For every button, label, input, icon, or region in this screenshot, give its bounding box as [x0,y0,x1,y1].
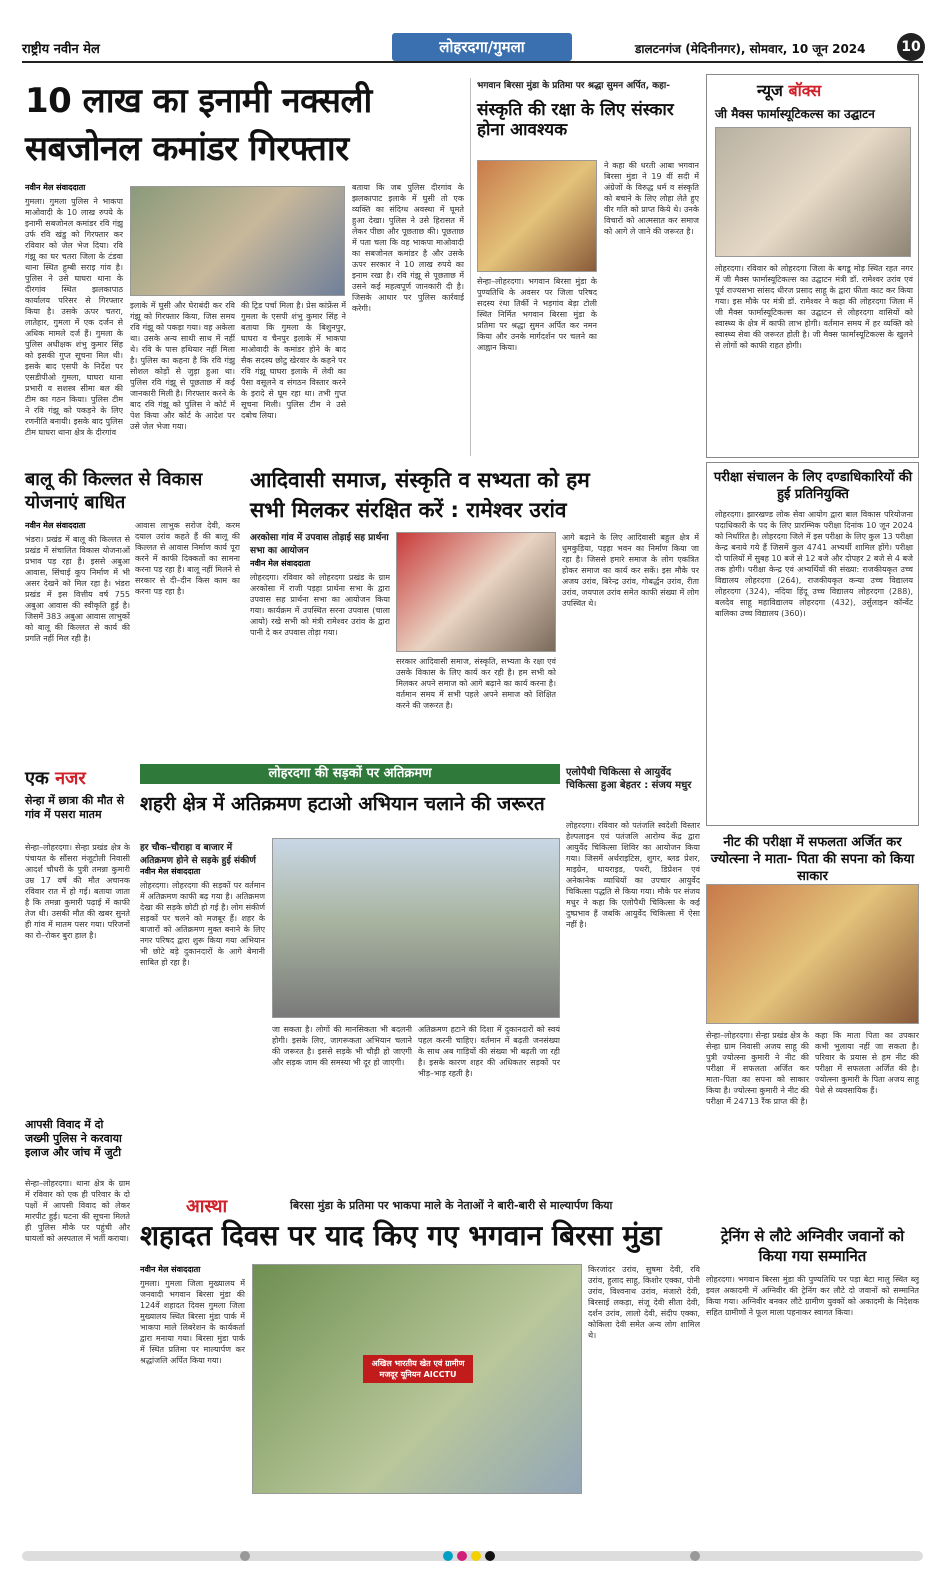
news-box-headline: जी मैक्स फार्मास्यूटिकल्स का उद्घाटन [715,107,875,121]
encroach-photo [272,838,560,1018]
registration-dot [690,1551,700,1561]
newspaper-brand: राष्ट्रीय नवीन मेल [22,42,100,57]
story3-col2: सरकार आदिवासी समाज, संस्कृति, सभ्यता के रक्षा एवं उसके विकास के लिए कार्य कर रही है। हम सभी को मिलकर अपने समाज को आगे बढ़ाने का कार्य करना है। वर्तमान समय में सभी पहले अपने समाज को शिक्षित करने की जरूरत है। [396,657,556,710]
agniveer-body: लोहरदगा। भगवान बिरसा मुंडा की पुण्यतिथि पर पड़ा बेटा मालु स्थित ब्लू इवल अकादमी में अग्निवीर की ट्रेनिंग कर लौटे दो जवानों को सम्मानित किया गया। अग्निवीर बनकर लौटे ग्रामीण युवकों को अकादमी के निदेशक सहित ग्रामीणों ने फूल माला पहनाकर स्वागत किया। [706,1275,919,1317]
story1-headline-line2: सबजोनल कमांडर गिरफ्तार [25,129,349,169]
story3-col1-text: लोहरदगा। रविवार को लोहरदगा प्रखंड के ग्राम अरकोसा में राजी पड़हा प्रार्थना सभा के द्वारा उपवास सह प्रार्थना सभा का आयोजन किया गया। कार्यक्रम में उपस्थित सरना उपवास (चाला आयो) रखे सभी को मंत्री रामेश्वर उरांव के द्वारा पानी दे कर उपवास तोड़ा गया। [250,573,390,637]
ek-nazar-item2-body: सेन्हा–लोहरदगा। थाना क्षेत्र के ग्राम में रविवार को एक ही परिवार के दो पक्षों में आपसी विवाद को लेकर मारपीट हुई। घटना की सूचना मिलते ही पुलिस मौके पर पहुंची और घायलों को अस्पताल में भर्ती कराया। [25,1179,130,1243]
aastha-kicker: बिरसा मुंडा के प्रतिमा पर भाकपा माले के नेताओं ने बारी-बारी से माल्यार्पण किया [290,1199,613,1212]
registration-dot [240,1551,250,1561]
aastha-col1-text: गुमला। गुमला जिला मुख्यालय में जनवादी भगवान बिरसा मुंडा की 124वें शहादत दिवस गुमला जिला मुख्यालय स्थित बिरसा मुंडा पार्क में भाकपा माले लिबरेशन के कार्यकर्ता द्वारा मनाया गया। बिरसा मुंडा पार्क में स्थित प्रतिमा पर माल्यार्पण कर श्रद्धांजलि अर्पित किया गया। [140,1279,245,1365]
aastha-col1 [140,1264,245,1508]
cyan-dot [443,1551,453,1561]
story2-photo [477,160,597,272]
story3-headline-line2: सभी मिलकर संरक्षित करें : रामेश्वर उरांव [250,498,567,522]
ek-nazar-b: नजर [55,768,86,789]
exam-box [706,462,919,826]
exam-box-headline: परीक्षा संचालन के लिए दण्डाधिकारियों की हुई प्रतिनियुक्ति [713,470,913,502]
story2-col1: सेन्हा–लोहरदगा। भगवान बिरसा मुंडा के पुण्यतिथि के अवसर पर जिला परिषद सदस्य रंथा तिर्की ने भड़गांव बेड़ा टोली स्थित निर्मित भगवान बिरसा मुंडा के प्रतिमा पर श्रद्धा सुमन अर्पित कर नमन किया और उनके मार्गदर्शन पर चलने का आह्वान किया। [477,277,597,352]
encroach-headline: शहरी क्षेत्र में अतिक्रमण हटाओ अभियान चलाने की जरूरत [140,793,545,815]
neet-photo [706,884,919,1024]
page-number: 10 [897,33,925,61]
balu-col1-text: भंडरा। प्रखंड में बालू की किल्लत से प्रखंड में संचालित विकास योजनाओं प्रभाव पड़ रहा है। इससे अबुआ आवास, सिंचाई कूप निर्माण में भी असर देखने को मिल रहा है। भंडरा प्रखंड में इस वित्तीय वर्ष 755 अबुआ आवास की स्वीकृति हुई है। जिसमें 383 अबुआ आवास लाभुकों को बालू की किल्लत से कार्य की प्रगति नहीं मिल रही है। [25,535,130,643]
story3-byline: नवीन मेल संवाददाता [250,559,311,568]
balu-col2: आवास लाभुक सरोज देवी, करम दयाल उरांव कहते हैं की बालू की किल्लत से आवास निर्माण कार्य पूरा करने में काफी दिक्कतों का सामना करना पड़ रहा है। बालू नहीं मिलने से सरकार से दी–दीन किस काम का करना पड़ रहा है। [135,521,240,596]
encroach-col2: जा सकता है। लोगों की मानसिकता भी बदलनी होगी। इसके लिए, जागरूकता अभियान चलाने की जरूरत है। इससे सड़के भी चौड़ी हो जाएगी और सड़क जाम की समस्या भी दूर हो जाएगी। [272,1025,412,1067]
news-box-title [757,79,821,101]
encroach-subkicker: हर चौक–चौराहा व बाजार में अतिक्रमण होने से सड़के हुई संकीर्ण [140,843,256,866]
aastha-byline: नवीन मेल संवाददाता [140,1265,201,1274]
dateline: डालटनगंज (मेदिनीनगर), सोमवार, 10 जून 2024 [635,42,866,56]
news-box-title-a: न्यूज [757,81,783,100]
neet-headline: नीट की परीक्षा में सफलता अर्जित कर ज्योत्स्ना ने माता- पिता की सपना को किया साकार [710,835,915,884]
balu-byline: नवीन मेल संवाददाता [25,521,86,530]
section-tab: लोहरदगा/गुमला [392,33,572,61]
story1-col2: इलाके में घुसी और घेराबंदी कर रवि गंझू को गिरफ्तार किया, जिस समय रवि गंझू को पकड़ा गया। वह अकेला था। उसके अन्य साथी साथ में नहीं थे। रवि के पास हथियार नहीं मिला है। पुलिस का कहना है कि रवि गंझू सोशल कोड़ों से जुड़ा हुआ था। पुलिस रवि गंझू से पूछताछ में कई जानकारी मिली है। गिरफ्तार करने के बाद रवि गंझू को पुलिस ने कोर्ट में पेश किया और कोर्ट के आदेश पर उसे जेल भेजा गया। [130,301,235,431]
story1-col4: बताया कि जब पुलिस दीरगांव के झलकापाट इलाके में घुसी तो एक व्यक्ति का संदिग्ध अवस्था में घूमते हुआ देखा। पुलिस ने उसे हिरासत में लेकर पीछा और पूछताछ की। पूछताछ में पता चला कि वह भाकपा माओवादी का सबजोनल कमांडर है और उसके ऊपर सरकार ने 10 लाख रुपये का इनाम रखा है। रवि गंझू से पूछताछ में उसने कई महत्वपूर्ण जानकारी दी है। जिसके आधार पर पुलिस कार्रवाई करेगी। [352,183,464,313]
neet-col2: कहा कि माता पिता का उपकार कभी भुलाया नहीं जा सकता है। परिवार के प्रयास से हम नीट की परीक्षा में सफलता अर्जित की है। ज्योत्स्ना कुमारी के पिता अजय साहू पेशे से व्यवसायिक हैं। [815,1031,919,1095]
aastha-col2: किरजांदर उरांव, सुषमा देवी, रवि उरांव, हुलाद साहू, किशोर एक्का, पोनी उरांव, विश्वनाथ उरांव, मंजारो देवी, बिरसाई लकड़ा, संजू देवी सीता देवी, दर्शन उरांव, लालो देवी, संदीप एक्का, कोकिला देवी समेत अन्य लोग शामिल थे। [588,1265,700,1340]
aastha-label: आस्था [186,1196,228,1217]
story1-byline: नवीन मेल संवाददाता [25,183,86,192]
encroach-col3: अतिक्रमण हटाने की दिशा में दुकानदारों को स्वयं पहल करनी चाहिए। वर्तमान में बढ़ती जनसंख्या के साथ अब गाड़ियों की संख्या भी बढ़ती जा रही है। इसके कारण शहर की अधिकतर सड़कों पर भीड़–भाड़ रहती है। [418,1025,560,1078]
magenta-dot [457,1551,467,1561]
encroach-col1 [140,866,265,1188]
exam-box-body: लोहरदगा। झारखण्ड लोक सेवा आयोग द्वारा बाल विकास परियोजना पदाधिकारी के पद के लिए प्रारम्भिक परीक्षा दिनांक 10 जून 2024 को निर्धारित है। लोहरदगा जिले में इस परीक्षा के लिए कुल 13 परीक्षा केन्द्र बनाये गये हैं जिसमें कुल 4741 अभ्यर्थी शामिल होंगे। परीक्षा दो पालियों में सुबह 10 बजे से 12 बजे और दोपहर 2 बजे से 4 बजे तक होगी। परीक्षा केन्द्र एवं अभ्यर्थियों की संख्या: राजकीयकृत उच्च विद्यालय लोहरदगा (264), राजकीयकृत कन्या उच्च विद्यालय लोहरदगा (324), नदिया हिंदू उच्च विद्यालय लोहरदगा (288), बलदेव साहू महाविद्यालय लोहरदगा (432), उर्सुलाइन कॉन्वेंट बालिका उच्च विद्यालय (360)। [715,510,913,618]
black-dot [485,1551,495,1561]
encroach-band: लोहरदगा की सड़कों पर अतिक्रमण [140,764,560,784]
story2-kicker: भगवान बिरसा मुंडा के प्रतिमा पर श्रद्धा सुमन अर्पित, कहा- [477,81,670,91]
encroach-byline: नवीन मेल संवाददाता [140,867,201,876]
story3-col1 [250,558,390,758]
aastha-headline: शहादत दिवस पर याद किए गए भगवान बिरसा मुंडा [140,1219,662,1252]
balu-col1 [25,520,130,758]
ayurveda-kicker: एलोपैथी चिकित्सा से आयुर्वेद चिकित्सा हुआ बेहतर : संजय मधुर [566,767,692,791]
ayurveda-body: लोहरदगा। रविवार को पतंजलि स्वदेशी विस्तार हेल्पलाइन एवं पतंजलि आरोग्य केंद्र द्वारा आयुर्वेद चिकित्सा शिविर का आयोजन किया गया। जिसमें अर्थराइटिस, शुगर, ब्लड प्रेशर, माइग्रेन, थायराइड, पथरी, डिप्रेशन एवं अनेकानेक व्याधियों का उपचार आयुर्वेद चिकित्सा पद्धति से किया गया। मौके पर संजय मधुर ने कहा कि एलोपैथी चिकित्सा के कई दुष्प्रभाव हैं जबकि आयुर्वेद चिकित्सा में ऐसा नहीं है। [566,821,700,929]
divider [470,78,471,456]
ek-nazar-a: एक [25,768,49,789]
story3-subkicker: अरकोसा गांव में उपवास तोड़ाई सह प्रार्थना सभा का आयोजन [250,533,389,556]
masthead [22,33,923,63]
story1-photo [130,186,345,296]
story1-headline-line1: 10 लाख का इनामी नक्सली [25,81,372,121]
news-box-body: लोहरदगा। रविवार को लोहरदगा जिला के बगडू मोड़ स्थित रहत नगर में जी मैक्स फार्मास्यूटिकल्स का उद्घाटन मंत्री डॉ. रामेश्वर उरांव एवं पूर्व राज्यसभा सांसद धीरज प्रसाद साहू के द्वारा फीता काट कर किया गया। इस मौके पर मंत्री डॉ. रामेश्वर ने कहा की लोहरदगा जिला में जी मैक्स फार्मास्यूटिकल्स का उद्घाटन से लोहरदगा वासियों को स्वास्थ्य के क्षेत्र में काफी लाभ होगी। वर्तमान समय में हर व्यक्ति को स्वास्थ्य सेवा की जरूरत होती है। जी मैक्स फार्मास्यूटिकल्स के खुलने से लोगों को काफी राहत होगी। [715,264,913,350]
ek-nazar-item1-headline: सेन्हा में छात्रा की मौत से गांव में पसरा मातम [25,794,125,821]
story3-col3: आगे बढ़ाने के लिए आदिवासी बहुल क्षेत्र में धुमकुड़िया, पड़हा भवन का निर्माण किया जा रहा है। जिससे हमारे समाज के लोग एकत्रित होकर समाज का कार्य कर सकें। इस मौके पर अजय उरांव, बिरेन्द्र उरांव, गोबर्द्धन उरांव, रीता उरांव, जयपाल उरांव समेत काफी संख्या में लोग उपस्थित थे। [562,533,699,608]
ek-nazar-title [25,766,86,790]
ek-nazar-item1-body: सेन्हा–लोहरदगा। सेन्हा प्रखंड क्षेत्र के पंचायत के सौंसरा मंजूटोली निवासी आदर्श चौधरी के पुत्री तमन्ना कुमारी उम्र 17 वर्ष की मौत अचानक रविवार रात में हो गई। बताया जाता है कि तमन्ना कुमारी पढ़ाई में काफी तेज थी। उसकी मौत की खबर सुनते ही गांव में मातम पसर गया। परिजनों का रो–रोकर बुरा हाल है। [25,843,130,940]
story1-col3: की ट्रिड पर्चा मिला है। प्रेस कांफ्रेंस में गुमला के एसपी शंभु कुमार सिंह ने बताया कि गुमला के बिशुनपुर, घाघरा व चैनपुर इलाके में भाकपा माओवादी के कमांडर होने के बाद सैक सदस्य छोटु खेरवार के कहने पर रवि गंझू घाघरा इलाके में लेवी का पैसा वसूलने व संगठन विस्तार करने के इरादे से घूम रहा था। तभी गुप्त सूचना मिली। पुलिस टीम ने उसे दबोच लिया। [241,301,346,420]
story3-headline-line1: आदिवासी समाज, संस्कृति व सभ्यता को हम [250,468,590,492]
balu-headline: बालू की किल्लत से विकास योजनाएं बाधित [25,469,203,513]
story1-col1 [25,182,123,482]
story1-col1-text: गुमला। गुमला पुलिस ने भाकपा माओवादी के 10 लाख रुपये के इनामी सबजोनल कमांडर रवि गंझू उर्फ रवि खंडु को गिरफ्तार कर रविवार को जेल भेज दिया। रवि गंझू का घर चतरा जिला के टंडवा थाना स्थित हुम्बी सराइ गांव है। पुलिस ने उसे घाघरा थाना के दीरगांव स्थित झलकापाठ कार्यालय परिसर से गिरफ्तार किया है। उसके ऊपर चतरा, लातेहार, गुमला में एक दर्जन से अधिक मामले दर्ज हैं। गुमला के पुलिस अधीक्षक शंभु कुमार सिंह को इसकी गुप्त सूचना मिल थी। इसके बाद एसपी के निर्देश पर एसडीपीओ गुमला, घाघरा थाना प्रभारी व सशस्त्र सीमा बल की टीम का गठन किया। पुलिस टीम ने रवि गंझू को पकड़ने के लिए रणनीति बनायी। इसके बाद पुलिस टीम घाघरा थाना क्षेत्र के दीरगांव [25,197,123,437]
story2-col2: ने कहा की धरती आबा भगवान बिरसा मुंडा ने 19 वीं सदी में अंग्रेजों के विरुद्ध धर्म व संस्कृति को बचाने के लिए लोहा लेते हुए वीर गति को प्राप्त किये थे। उनके विचारों को आत्मसात कर समाज को आगे ले जाने की जरूरत है। [604,161,699,236]
story3-photo [396,532,556,652]
encroach-col1-text: लोहरदगा। लोहरदगा की सड़कों पर वर्तमान में अतिक्रमण काफी बढ़ गया है। अतिक्रमण देखा की सड़के छोटी हो गई है। लोग संकीर्ण सड़कों पर चलने को मजबूर हैं। शहर के बाजारों को अतिक्रमण मुक्त बनाने के लिए नगर परिषद द्वारा शुरू किया गया अभियान भी छोटे बड़े दुकानदारों के आगे बेमानी साबित हो रहा है। [140,881,265,967]
aastha-photo-banner: अखिल भारतीय खेत एवं ग्रामीण मजदूर यूनियन AICCTU [363,1355,473,1383]
ek-nazar-item2-headline: आपसी विवाद में दो जख्मी पुलिस ने करवाया इलाज और जांच में जुटी [25,1118,122,1159]
yellow-dot [471,1551,481,1561]
news-box [706,74,919,458]
story2-headline: संस्कृति की रक्षा के लिए संस्कार होना आवश्यक [477,100,674,140]
news-box-photo [715,127,911,257]
neet-col1: सेन्हा–लोहरदगा। सेन्हा प्रखंड क्षेत्र के सेन्हा ग्राम निवासी अजय साहू की पुत्री ज्योत्स्ना कुमारी ने नीट की परीक्षा में सफलता अर्जित कर माता–पिता का सपना को साकार किया है। ज्योत्स्ना कुमारी ने नीट की परीक्षा में 24713 रैंक प्राप्त की है। [706,1031,809,1106]
aastha-photo [252,1264,582,1494]
agniveer-headline: ट्रेनिंग से लौटे अग्निवीर जवानों को किया गया सम्मानित [720,1227,905,1265]
news-box-title-b: बॉक्स [788,81,822,100]
